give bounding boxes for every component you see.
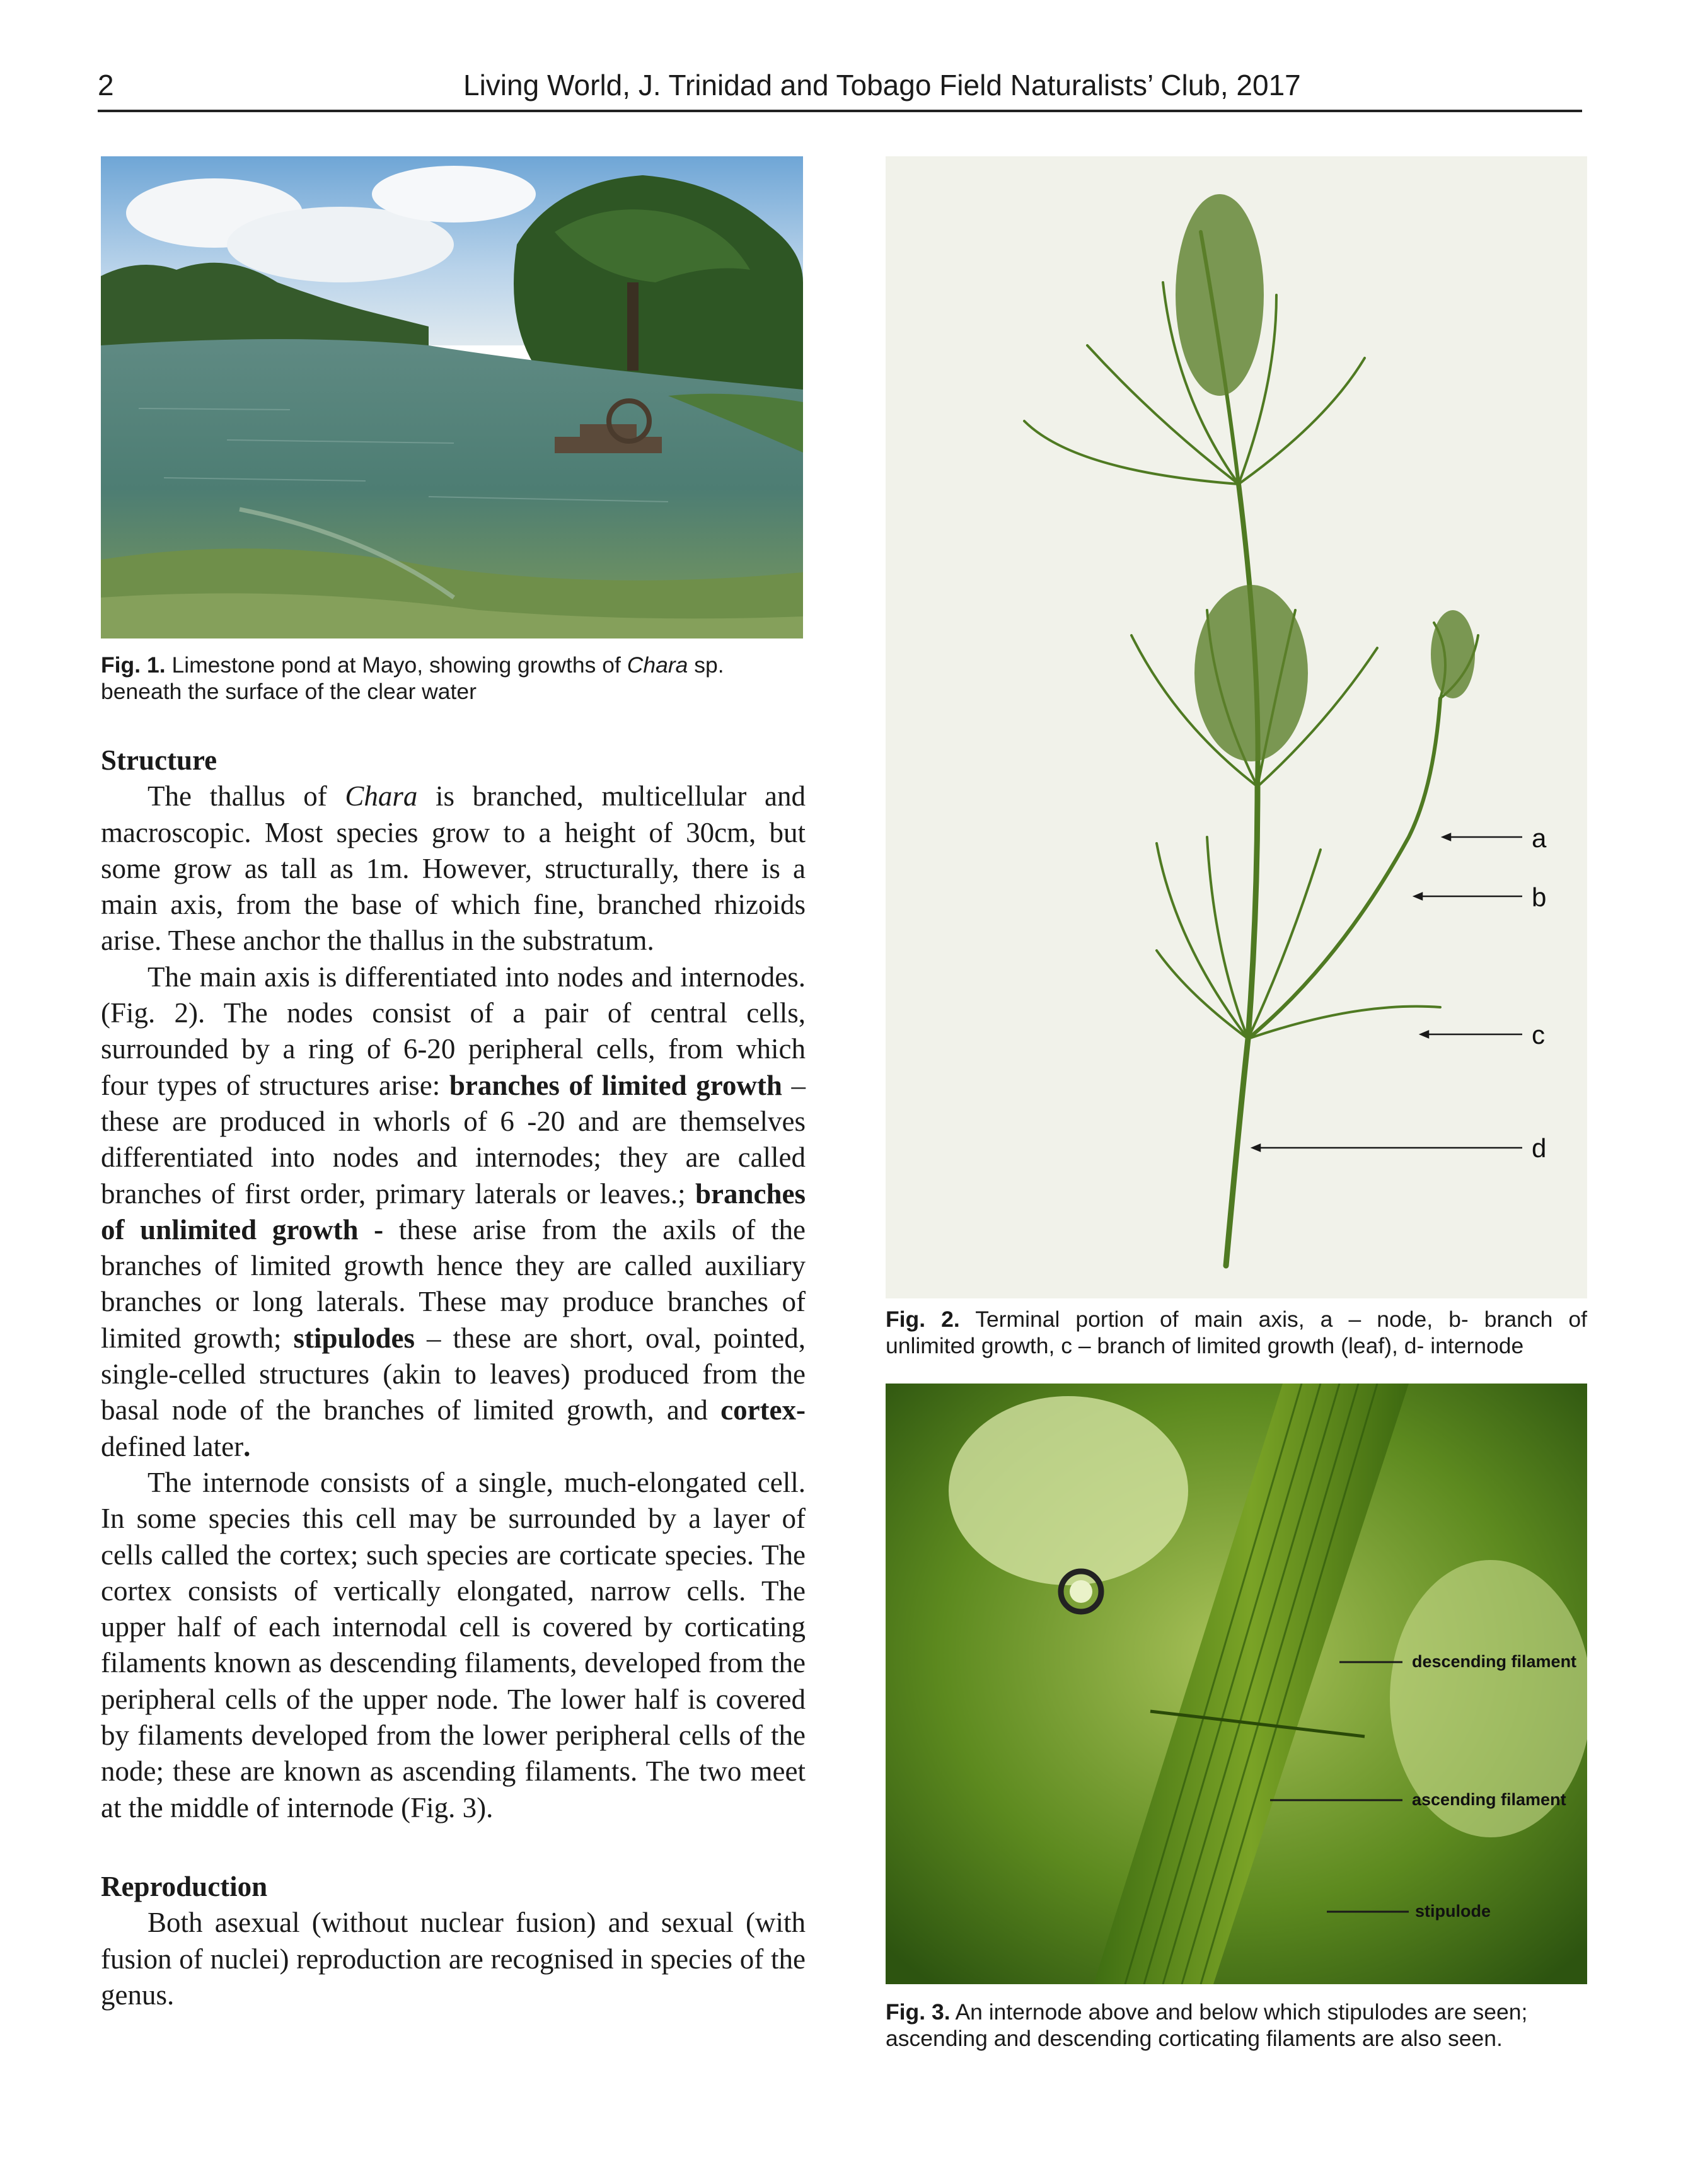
p2-term-cortex: cortex- — [720, 1394, 806, 1426]
fig2-caption — [886, 1306, 1587, 1359]
p2-term-limited: branches of limited growth — [449, 1069, 782, 1101]
p2-text-d: these arise from the axils of the branches of limited growth hence they are called auxiliary branches or long laterals. These may produce branches of limited growth; — [101, 1213, 806, 1354]
fig2-marker-b: b — [1532, 882, 1547, 912]
p1-text-b: is branched, multicellular and macroscopic. Most species grow to a height of 30cm, but some grow as tall as 1m. However, structurally, there is a main axis, from the base of which fine, branched rhizoids arise. These anchor the thallus in the substratum. — [101, 780, 806, 957]
p1-text-a: The thallus of — [147, 780, 345, 812]
fig3-marker-stipulode: stipulode — [1415, 1902, 1491, 1921]
fig2-caption-line1: Terminal portion of main axis, a – node, b- branch of — [975, 1307, 1587, 1332]
paragraph-3: The internode consists of a single, much-elongated cell. In some species this cell may be surrounded by a layer of cells called the cortex; such species are corticate species. The cortex consists of vertically elongated, narrow cells. The upper half of each internodal cell is covered by corticating filaments known as descending filaments, developed from the peripheral cells of the upper node. The lower half is covered by filaments developed from the lower peripheral cells of the node; these are known as ascending filaments. The two meet at the middle of internode (Fig. 3). — [101, 1466, 806, 1823]
internode-micrograph — [886, 1384, 1587, 1984]
p2-term-stipulodes: stipulodes — [293, 1322, 415, 1354]
fig3-caption-line1: An internode above and below which stipulodes are seen; — [955, 1999, 1528, 2025]
fig2-marker-d: d — [1532, 1133, 1547, 1163]
pond-photo — [101, 156, 803, 638]
reproduction-heading: Reproduction — [101, 1870, 268, 1902]
journal-title: Living World, J. Trinidad and Tobago Field Naturalists’ Club, 2017 — [463, 69, 1301, 101]
body-text — [101, 742, 806, 2013]
paragraph-1 — [101, 778, 806, 959]
fig1-caption-text: Limestone pond at Mayo, showing growths of — [171, 652, 621, 678]
fig3-caption-line2: ascending and descending corticating filaments are also seen. — [886, 2026, 1503, 2051]
fig2-label: Fig. 2. — [886, 1307, 960, 1332]
paragraph-4: Both asexual (without nuclear fusion) and sexual (with fusion of nuclei) reproduction are recognised in species of the genus. — [101, 1907, 806, 2011]
paragraph-2 — [101, 959, 806, 1465]
p1-genus: Chara — [345, 780, 418, 812]
fig3-caption — [886, 1999, 1587, 2052]
fig1-caption-text-2: sp. beneath the surface of the clear water — [101, 652, 724, 704]
fig3-marker-descending: descending filament — [1412, 1652, 1577, 1671]
fig3-marker-ascending: ascending filament — [1412, 1790, 1566, 1809]
header-rule — [98, 110, 1582, 112]
fig2-marker-c: c — [1532, 1020, 1545, 1049]
fig1-caption — [101, 652, 803, 705]
running-head — [98, 68, 1582, 112]
p2-text-f: defined later — [101, 1430, 244, 1462]
p2-text-e: – these are short, oval, pointed, single-celled structures (akin to leaves) produced from the basal node of the branches of limited growth, and — [101, 1322, 806, 1426]
chara-plant-photo — [886, 156, 1587, 1298]
p2-text-a: The main axis is differentiated into nodes and internodes. (Fig. 2). The nodes consist of a pair of central cells, surrounded by a ring of 6-20 peripheral cells, from which four types of structures arise: — [101, 961, 806, 1101]
p2-term-unlimited: branches of unlimited growth - — [101, 1177, 806, 1245]
fig2-caption-line2: unlimited growth, c – branch of limited growth (leaf), d- internode — [886, 1333, 1524, 1358]
p2-end: . — [243, 1430, 251, 1462]
p2-text-c: – these are produced in whorls of 6 -20 and are themselves differentiated into nodes and internodes; they are called branches of first order, primary laterals or leaves.; — [101, 1069, 806, 1210]
page-number: 2 — [98, 69, 114, 101]
fig1-caption-genus: Chara — [627, 652, 688, 678]
fig3-label: Fig. 3. — [886, 1999, 951, 2025]
structure-heading: Structure — [101, 744, 217, 776]
fig1-label: Fig. 1. — [101, 652, 166, 678]
fig2-marker-a: a — [1532, 823, 1547, 853]
